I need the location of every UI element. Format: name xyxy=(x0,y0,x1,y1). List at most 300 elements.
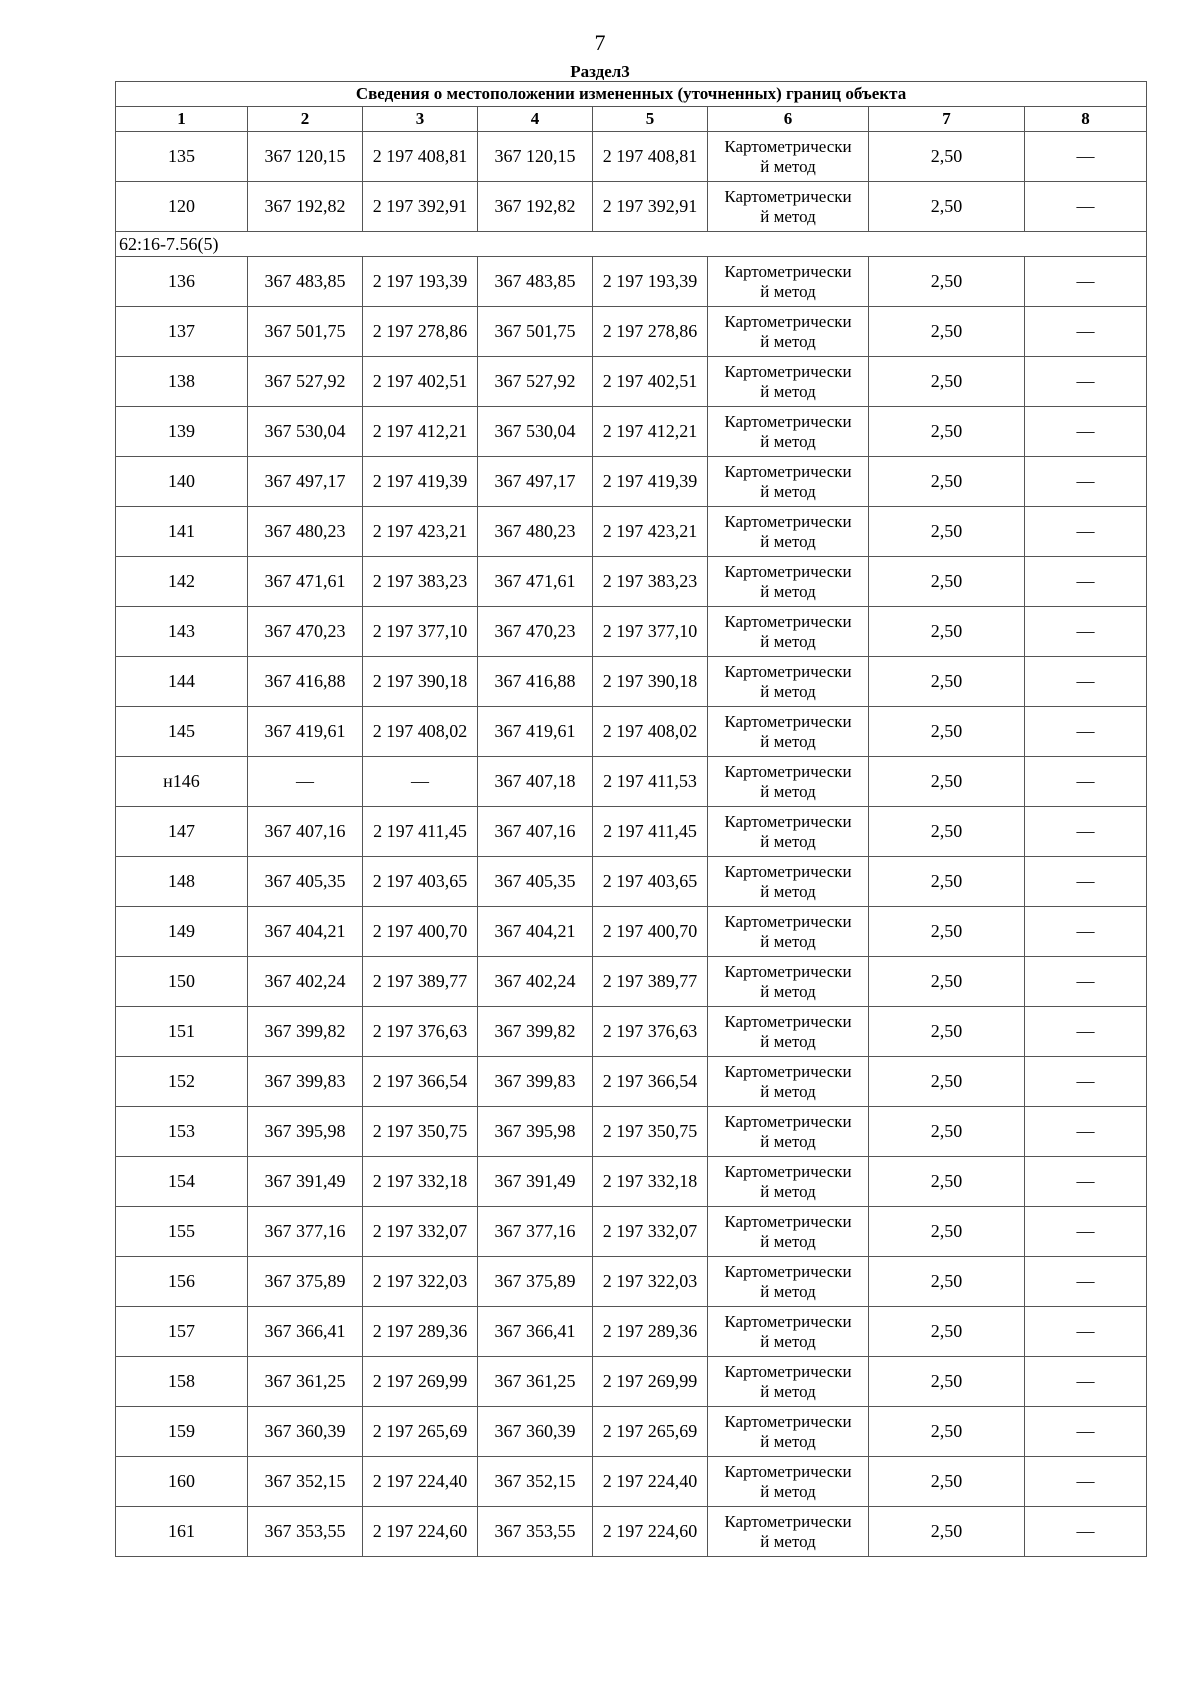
cell-c4: 367 416,88 xyxy=(478,657,593,707)
cell-c2: 367 470,23 xyxy=(248,607,363,657)
cell-c4: 367 353,55 xyxy=(478,1507,593,1557)
cell-c5: 2 197 389,77 xyxy=(593,957,708,1007)
cell-c8: — xyxy=(1025,1457,1147,1507)
method-line-2: й метод xyxy=(760,1131,816,1151)
column-number: 4 xyxy=(478,107,593,132)
parcel-group-row xyxy=(116,232,1147,257)
cell-method xyxy=(708,1257,869,1307)
cell-c8: — xyxy=(1025,1207,1147,1257)
cell-c5: 2 197 377,10 xyxy=(593,607,708,657)
cell-c2: 367 360,39 xyxy=(248,1407,363,1457)
cell-c1: 160 xyxy=(116,1457,248,1507)
cell-c1: 149 xyxy=(116,907,248,957)
cell-c3: 2 197 224,60 xyxy=(363,1507,478,1557)
cell-c7: 2,50 xyxy=(869,1107,1025,1157)
method-line-1: Картометрически xyxy=(724,1061,852,1081)
cell-c8: — xyxy=(1025,132,1147,182)
cell-c5: 2 197 366,54 xyxy=(593,1057,708,1107)
cell-c3: 2 197 392,91 xyxy=(363,182,478,232)
table-row xyxy=(116,132,1147,182)
cell-c8: — xyxy=(1025,1057,1147,1107)
cell-c7: 2,50 xyxy=(869,857,1025,907)
cell-method xyxy=(708,807,869,857)
cell-c3: 2 197 366,54 xyxy=(363,1057,478,1107)
method-line-2: й метод xyxy=(760,481,816,501)
method-line-1: Картометрически xyxy=(724,1011,852,1031)
cell-c3: 2 197 377,10 xyxy=(363,607,478,657)
method-line-1: Картометрически xyxy=(724,1211,852,1231)
cell-c1: 141 xyxy=(116,507,248,557)
method-line-1: Картометрически xyxy=(724,1461,852,1481)
cell-c2: — xyxy=(248,757,363,807)
cell-c1: 148 xyxy=(116,857,248,907)
cell-c5: 2 197 411,53 xyxy=(593,757,708,807)
cell-c5: 2 197 403,65 xyxy=(593,857,708,907)
cell-c2: 367 405,35 xyxy=(248,857,363,907)
table-row xyxy=(116,407,1147,457)
method-line-2: й метод xyxy=(760,981,816,1001)
table-row xyxy=(116,257,1147,307)
table-row xyxy=(116,757,1147,807)
cell-c4: 367 404,21 xyxy=(478,907,593,957)
cell-c4: 367 402,24 xyxy=(478,957,593,1007)
method-line-2: й метод xyxy=(760,331,816,351)
method-line-1: Картометрически xyxy=(724,611,852,631)
cell-c3: 2 197 402,51 xyxy=(363,357,478,407)
cell-method xyxy=(708,1157,869,1207)
table-row xyxy=(116,907,1147,957)
cell-c7: 2,50 xyxy=(869,457,1025,507)
cell-method xyxy=(708,357,869,407)
cell-c7: 2,50 xyxy=(869,707,1025,757)
table-row xyxy=(116,1257,1147,1307)
cell-method xyxy=(708,1107,869,1157)
cell-method xyxy=(708,1407,869,1457)
method-line-1: Картометрически xyxy=(724,1361,852,1381)
method-line-2: й метод xyxy=(760,931,816,951)
cell-method xyxy=(708,657,869,707)
cell-c1: 144 xyxy=(116,657,248,707)
cell-c5: 2 197 411,45 xyxy=(593,807,708,857)
cell-c5: 2 197 419,39 xyxy=(593,457,708,507)
cell-c7: 2,50 xyxy=(869,1257,1025,1307)
cell-c7: 2,50 xyxy=(869,1007,1025,1057)
cell-c8: — xyxy=(1025,1307,1147,1357)
cell-c8: — xyxy=(1025,407,1147,457)
cell-c1: 156 xyxy=(116,1257,248,1307)
cell-c4: 367 497,17 xyxy=(478,457,593,507)
column-number: 1 xyxy=(116,107,248,132)
method-line-1: Картометрически xyxy=(724,461,852,481)
cell-method xyxy=(708,307,869,357)
cell-c7: 2,50 xyxy=(869,1207,1025,1257)
cell-c4: 367 470,23 xyxy=(478,607,593,657)
cell-c3: 2 197 289,36 xyxy=(363,1307,478,1357)
table-row xyxy=(116,1107,1147,1157)
cell-c7: 2,50 xyxy=(869,307,1025,357)
method-line-2: й метод xyxy=(760,1331,816,1351)
column-number: 5 xyxy=(593,107,708,132)
cell-c2: 367 419,61 xyxy=(248,707,363,757)
cell-c8: — xyxy=(1025,807,1147,857)
method-line-1: Картометрически xyxy=(724,1111,852,1131)
cell-c3: 2 197 403,65 xyxy=(363,857,478,907)
table-row xyxy=(116,657,1147,707)
cell-c3: 2 197 193,39 xyxy=(363,257,478,307)
cell-c4: 367 360,39 xyxy=(478,1407,593,1457)
cell-c2: 367 416,88 xyxy=(248,657,363,707)
cell-c4: 367 407,18 xyxy=(478,757,593,807)
method-line-2: й метод xyxy=(760,206,816,226)
cell-c7: 2,50 xyxy=(869,807,1025,857)
method-line-2: й метод xyxy=(760,1031,816,1051)
cell-c1: 142 xyxy=(116,557,248,607)
table-caption-row xyxy=(116,82,1147,107)
cell-c7: 2,50 xyxy=(869,1457,1025,1507)
cell-c1: 143 xyxy=(116,607,248,657)
cell-c8: — xyxy=(1025,907,1147,957)
cell-method xyxy=(708,607,869,657)
cell-c1: 140 xyxy=(116,457,248,507)
cell-method xyxy=(708,1057,869,1107)
table-row xyxy=(116,1457,1147,1507)
method-line-1: Картометрически xyxy=(724,261,852,281)
cell-c7: 2,50 xyxy=(869,657,1025,707)
method-line-2: й метод xyxy=(760,1181,816,1201)
cell-c8: — xyxy=(1025,1407,1147,1457)
parcel-number: 62:16-7.56(5) xyxy=(116,232,1147,257)
cell-c3: 2 197 423,21 xyxy=(363,507,478,557)
table-row xyxy=(116,1157,1147,1207)
cell-c5: 2 197 332,07 xyxy=(593,1207,708,1257)
cell-c1: 136 xyxy=(116,257,248,307)
cell-c5: 2 197 269,99 xyxy=(593,1357,708,1407)
cell-c4: 367 530,04 xyxy=(478,407,593,457)
cell-c4: 367 366,41 xyxy=(478,1307,593,1357)
cell-c7: 2,50 xyxy=(869,407,1025,457)
method-line-1: Картометрически xyxy=(724,1311,852,1331)
cell-c7: 2,50 xyxy=(869,957,1025,1007)
cell-c1: 159 xyxy=(116,1407,248,1457)
cell-c5: 2 197 423,21 xyxy=(593,507,708,557)
cell-c4: 367 419,61 xyxy=(478,707,593,757)
cell-c3: 2 197 419,39 xyxy=(363,457,478,507)
cell-c4: 367 407,16 xyxy=(478,807,593,857)
cell-c5: 2 197 408,02 xyxy=(593,707,708,757)
method-line-2: й метод xyxy=(760,1381,816,1401)
cell-c4: 367 192,82 xyxy=(478,182,593,232)
cell-c7: 2,50 xyxy=(869,1407,1025,1457)
column-number: 3 xyxy=(363,107,478,132)
method-line-1: Картометрически xyxy=(724,661,852,681)
cell-c1: 151 xyxy=(116,1007,248,1057)
cell-c7: 2,50 xyxy=(869,1157,1025,1207)
table-row xyxy=(116,307,1147,357)
method-line-2: й метод xyxy=(760,531,816,551)
cell-c7: 2,50 xyxy=(869,257,1025,307)
cell-c2: 367 391,49 xyxy=(248,1157,363,1207)
cell-c2: 367 402,24 xyxy=(248,957,363,1007)
cell-c2: 367 395,98 xyxy=(248,1107,363,1157)
cell-c8: — xyxy=(1025,1007,1147,1057)
cell-c1: 150 xyxy=(116,957,248,1007)
cell-c3: 2 197 400,70 xyxy=(363,907,478,957)
method-line-2: й метод xyxy=(760,581,816,601)
column-number-row xyxy=(116,107,1147,132)
cell-method xyxy=(708,757,869,807)
method-line-2: й метод xyxy=(760,1081,816,1101)
cell-c8: — xyxy=(1025,1157,1147,1207)
cell-c3: 2 197 332,07 xyxy=(363,1207,478,1257)
cell-c2: 367 361,25 xyxy=(248,1357,363,1407)
cell-c1: н146 xyxy=(116,757,248,807)
method-line-2: й метод xyxy=(760,681,816,701)
table-body xyxy=(116,132,1147,1557)
cell-c7: 2,50 xyxy=(869,507,1025,557)
method-line-1: Картометрически xyxy=(724,361,852,381)
method-line-1: Картометрически xyxy=(724,711,852,731)
method-line-2: й метод xyxy=(760,1431,816,1451)
table-row xyxy=(116,857,1147,907)
cell-method xyxy=(708,407,869,457)
cell-c1: 157 xyxy=(116,1307,248,1357)
method-line-1: Картометрически xyxy=(724,861,852,881)
cell-c7: 2,50 xyxy=(869,132,1025,182)
method-line-1: Картометрически xyxy=(724,961,852,981)
cell-c1: 154 xyxy=(116,1157,248,1207)
method-line-1: Картометрически xyxy=(724,1161,852,1181)
cell-c3: 2 197 322,03 xyxy=(363,1257,478,1307)
cell-method xyxy=(708,457,869,507)
cell-c5: 2 197 322,03 xyxy=(593,1257,708,1307)
column-number: 6 xyxy=(708,107,869,132)
boundary-coordinates-table xyxy=(115,81,1147,1557)
page-number: 7 xyxy=(594,30,606,55)
method-line-1: Картометрически xyxy=(724,311,852,331)
cell-c2: 367 530,04 xyxy=(248,407,363,457)
table-row xyxy=(116,507,1147,557)
method-line-2: й метод xyxy=(760,1531,816,1551)
cell-c5: 2 197 224,40 xyxy=(593,1457,708,1507)
cell-c5: 2 197 412,21 xyxy=(593,407,708,457)
cell-c5: 2 197 392,91 xyxy=(593,182,708,232)
cell-c4: 367 501,75 xyxy=(478,307,593,357)
cell-c1: 135 xyxy=(116,132,248,182)
cell-c4: 367 483,85 xyxy=(478,257,593,307)
cell-c8: — xyxy=(1025,557,1147,607)
cell-c1: 120 xyxy=(116,182,248,232)
cell-c5: 2 197 332,18 xyxy=(593,1157,708,1207)
cell-c7: 2,50 xyxy=(869,907,1025,957)
cell-c1: 153 xyxy=(116,1107,248,1157)
cell-c7: 2,50 xyxy=(869,607,1025,657)
cell-c2: 367 399,82 xyxy=(248,1007,363,1057)
cell-c7: 2,50 xyxy=(869,557,1025,607)
cell-c7: 2,50 xyxy=(869,357,1025,407)
cell-c4: 367 377,16 xyxy=(478,1207,593,1257)
table-row xyxy=(116,607,1147,657)
table-row xyxy=(116,557,1147,607)
cell-method xyxy=(708,507,869,557)
cell-c4: 367 395,98 xyxy=(478,1107,593,1157)
cell-c2: 367 192,82 xyxy=(248,182,363,232)
cell-method xyxy=(708,907,869,957)
cell-c4: 367 399,82 xyxy=(478,1007,593,1057)
cell-c5: 2 197 376,63 xyxy=(593,1007,708,1057)
cell-c5: 2 197 289,36 xyxy=(593,1307,708,1357)
cell-c8: — xyxy=(1025,757,1147,807)
table-row xyxy=(116,1207,1147,1257)
cell-c2: 367 399,83 xyxy=(248,1057,363,1107)
cell-c2: 367 377,16 xyxy=(248,1207,363,1257)
cell-c1: 161 xyxy=(116,1507,248,1557)
cell-c3: 2 197 412,21 xyxy=(363,407,478,457)
cell-method xyxy=(708,1007,869,1057)
method-line-2: й метод xyxy=(760,731,816,751)
cell-c1: 137 xyxy=(116,307,248,357)
cell-c4: 367 480,23 xyxy=(478,507,593,557)
cell-c3: 2 197 376,63 xyxy=(363,1007,478,1057)
cell-method xyxy=(708,132,869,182)
cell-c3: 2 197 278,86 xyxy=(363,307,478,357)
table-row xyxy=(116,957,1147,1007)
cell-method xyxy=(708,707,869,757)
cell-c2: 367 404,21 xyxy=(248,907,363,957)
cell-c4: 367 391,49 xyxy=(478,1157,593,1207)
cell-c2: 367 353,55 xyxy=(248,1507,363,1557)
method-line-1: Картометрически xyxy=(724,1511,852,1531)
cell-c5: 2 197 278,86 xyxy=(593,307,708,357)
cell-c1: 145 xyxy=(116,707,248,757)
method-line-2: й метод xyxy=(760,1231,816,1251)
cell-c3: 2 197 265,69 xyxy=(363,1407,478,1457)
cell-c2: 367 375,89 xyxy=(248,1257,363,1307)
cell-c2: 367 120,15 xyxy=(248,132,363,182)
method-line-2: й метод xyxy=(760,1281,816,1301)
cell-c2: 367 407,16 xyxy=(248,807,363,857)
method-line-1: Картометрически xyxy=(724,911,852,931)
cell-c4: 367 471,61 xyxy=(478,557,593,607)
cell-c5: 2 197 402,51 xyxy=(593,357,708,407)
cell-c8: — xyxy=(1025,457,1147,507)
method-line-1: Картометрически xyxy=(724,1411,852,1431)
cell-c8: — xyxy=(1025,307,1147,357)
cell-c5: 2 197 350,75 xyxy=(593,1107,708,1157)
table-row xyxy=(116,1307,1147,1357)
cell-method xyxy=(708,182,869,232)
method-line-2: й метод xyxy=(760,631,816,651)
cell-method xyxy=(708,1507,869,1557)
cell-c1: 138 xyxy=(116,357,248,407)
cell-c7: 2,50 xyxy=(869,1357,1025,1407)
cell-c4: 367 352,15 xyxy=(478,1457,593,1507)
cell-c8: — xyxy=(1025,507,1147,557)
cell-c4: 367 375,89 xyxy=(478,1257,593,1307)
cell-c8: — xyxy=(1025,857,1147,907)
table-row xyxy=(116,457,1147,507)
cell-method xyxy=(708,557,869,607)
method-line-2: й метод xyxy=(760,156,816,176)
cell-c3: 2 197 390,18 xyxy=(363,657,478,707)
cell-c8: — xyxy=(1025,707,1147,757)
cell-c1: 147 xyxy=(116,807,248,857)
cell-c8: — xyxy=(1025,957,1147,1007)
cell-c1: 158 xyxy=(116,1357,248,1407)
cell-c8: — xyxy=(1025,357,1147,407)
method-line-2: й метод xyxy=(760,1481,816,1501)
table-row xyxy=(116,1007,1147,1057)
cell-c8: — xyxy=(1025,182,1147,232)
method-line-1: Картометрически xyxy=(724,186,852,206)
cell-c3: 2 197 224,40 xyxy=(363,1457,478,1507)
cell-c4: 367 527,92 xyxy=(478,357,593,407)
method-line-1: Картометрически xyxy=(724,811,852,831)
cell-method xyxy=(708,857,869,907)
method-line-1: Картометрически xyxy=(724,511,852,531)
method-line-1: Картометрически xyxy=(724,136,852,156)
method-line-1: Картометрически xyxy=(724,561,852,581)
cell-c8: — xyxy=(1025,1507,1147,1557)
cell-method xyxy=(708,257,869,307)
cell-c8: — xyxy=(1025,1257,1147,1307)
cell-c3: 2 197 350,75 xyxy=(363,1107,478,1157)
method-line-2: й метод xyxy=(760,281,816,301)
cell-c5: 2 197 408,81 xyxy=(593,132,708,182)
table-caption: Сведения о местоположении измененных (уточненных) границ объекта xyxy=(116,82,1147,107)
cell-method xyxy=(708,957,869,1007)
method-line-1: Картометрически xyxy=(724,1261,852,1281)
cell-c2: 367 483,85 xyxy=(248,257,363,307)
table-row xyxy=(116,807,1147,857)
cell-c3: 2 197 408,81 xyxy=(363,132,478,182)
table-row xyxy=(116,1057,1147,1107)
cell-c3: 2 197 269,99 xyxy=(363,1357,478,1407)
column-number: 8 xyxy=(1025,107,1147,132)
cell-c4: 367 120,15 xyxy=(478,132,593,182)
cell-c5: 2 197 383,23 xyxy=(593,557,708,607)
cell-c3: 2 197 389,77 xyxy=(363,957,478,1007)
cell-c7: 2,50 xyxy=(869,182,1025,232)
method-line-1: Картометрически xyxy=(724,761,852,781)
cell-c3: 2 197 383,23 xyxy=(363,557,478,607)
cell-c5: 2 197 193,39 xyxy=(593,257,708,307)
method-line-2: й метод xyxy=(760,381,816,401)
cell-c2: 367 501,75 xyxy=(248,307,363,357)
cell-c4: 367 361,25 xyxy=(478,1357,593,1407)
cell-method xyxy=(708,1207,869,1257)
cell-c2: 367 366,41 xyxy=(248,1307,363,1357)
cell-c5: 2 197 265,69 xyxy=(593,1407,708,1457)
cell-c1: 139 xyxy=(116,407,248,457)
cell-c7: 2,50 xyxy=(869,1307,1025,1357)
cell-method xyxy=(708,1307,869,1357)
method-line-2: й метод xyxy=(760,781,816,801)
table-row xyxy=(116,1407,1147,1457)
cell-c1: 152 xyxy=(116,1057,248,1107)
cell-c3: 2 197 408,02 xyxy=(363,707,478,757)
table-row xyxy=(116,182,1147,232)
cell-c2: 367 352,15 xyxy=(248,1457,363,1507)
cell-c5: 2 197 224,60 xyxy=(593,1507,708,1557)
method-line-2: й метод xyxy=(760,881,816,901)
cell-c5: 2 197 400,70 xyxy=(593,907,708,957)
method-line-1: Картометрически xyxy=(724,411,852,431)
cell-c7: 2,50 xyxy=(869,1507,1025,1557)
cell-c8: — xyxy=(1025,1357,1147,1407)
cell-method xyxy=(708,1357,869,1407)
column-number: 7 xyxy=(869,107,1025,132)
cell-c4: 367 399,83 xyxy=(478,1057,593,1107)
